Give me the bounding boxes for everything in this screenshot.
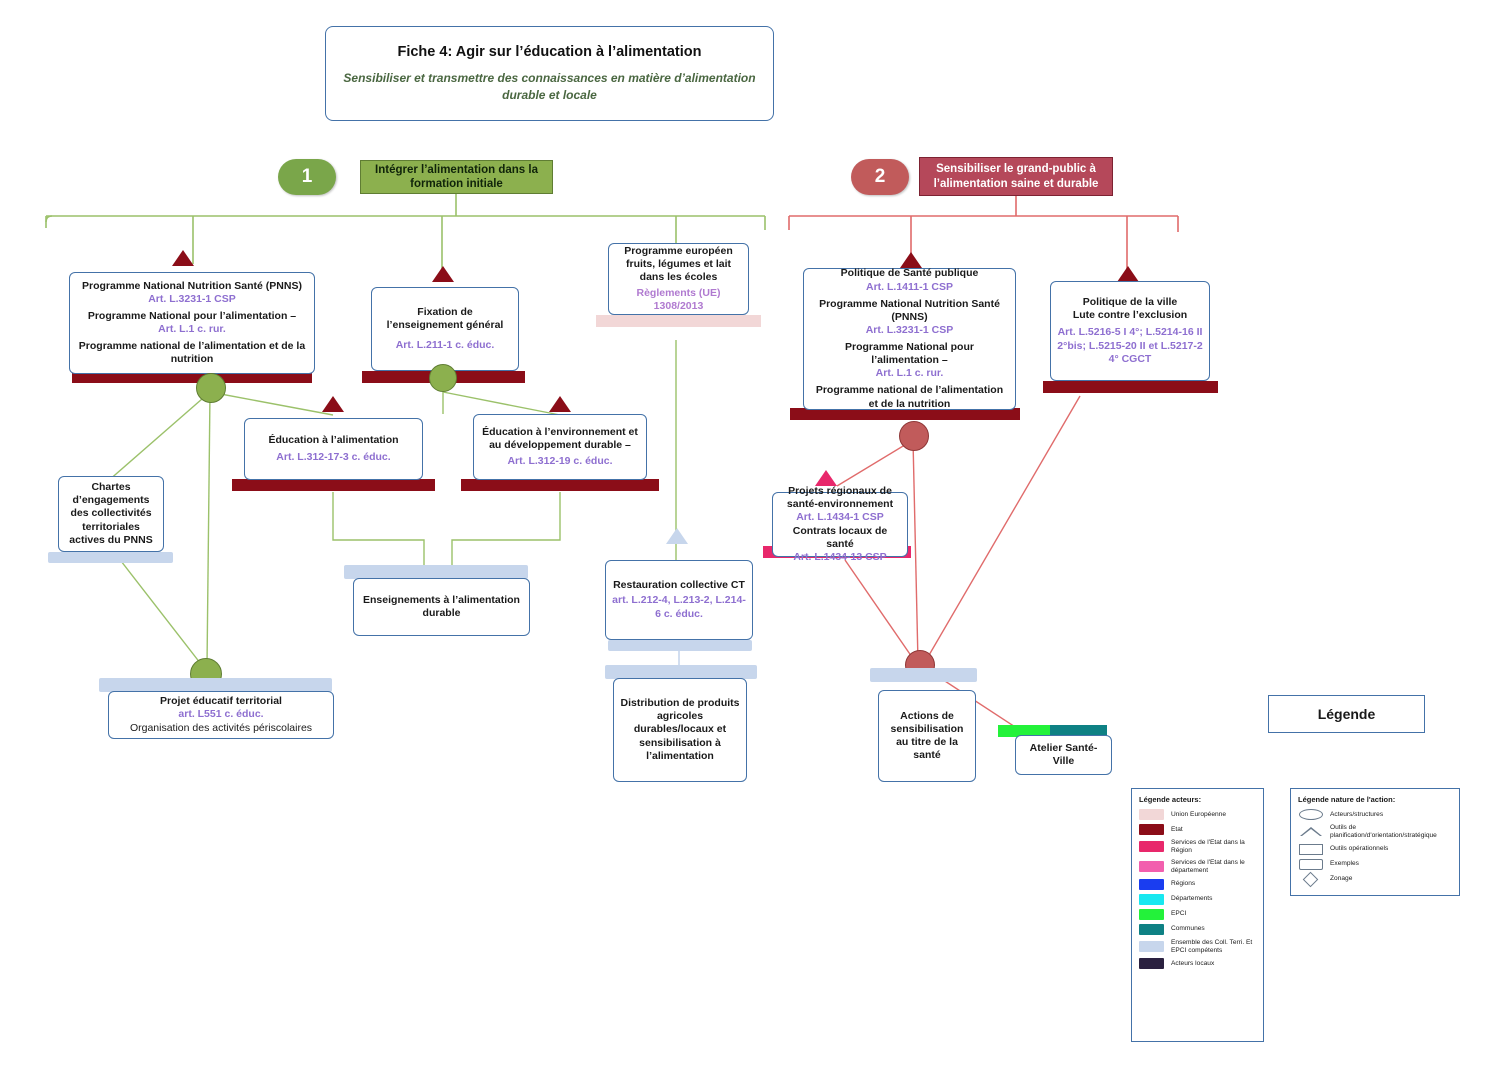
legend-actors-panel — [1131, 788, 1264, 1042]
swatch-union-europeenne — [1139, 809, 1164, 820]
legend-actor-item: Communes — [1139, 924, 1256, 935]
title-card — [325, 26, 774, 121]
legend-nature-item: Outils de planification/d'orientation/stratégique — [1298, 824, 1452, 840]
swatch-acteurs-locaux — [1139, 958, 1164, 969]
legend-nature-item: Acteurs/structures — [1298, 809, 1452, 820]
services-etat-region-triangle-icon — [815, 470, 837, 486]
legend-nature-item: Outils opérationnels — [1298, 844, 1452, 855]
etat-triangle-icon — [322, 396, 344, 412]
legend-nature-item: Exemples — [1298, 859, 1452, 870]
legend-nature-heading: Légende nature de l'action: — [1298, 795, 1396, 804]
node-chartes-engagements[interactable]: Chartes d’engagements des collectivités territoriales actives du PNNS — [58, 476, 164, 552]
etat-triangle-icon — [432, 266, 454, 282]
branch-label-1: Intégrer l’alimentation dans la formation initiale — [360, 160, 553, 194]
ue-bar-icon — [596, 315, 761, 327]
legend-title — [1268, 695, 1425, 733]
coll-terr-triangle-icon — [666, 528, 688, 544]
etat-triangle-icon — [172, 250, 194, 266]
swatch-services-etat-departement — [1139, 861, 1164, 872]
coll-terr-bar-icon — [99, 678, 332, 692]
legend-actor-item: Acteurs locaux — [1139, 958, 1256, 969]
rectangle-icon — [1298, 844, 1323, 855]
ellipse-icon — [1298, 809, 1323, 820]
legend-actor-item: Services de l'Etat dans la Région — [1139, 839, 1256, 855]
node-restauration-collective[interactable]: Restauration collective CT art. L.212-4, L.213-2, L.214-6 c. éduc. — [605, 560, 753, 640]
swatch-communes — [1139, 924, 1164, 935]
coll-terr-bar-icon — [605, 665, 757, 679]
ct-circle-icon — [429, 364, 457, 392]
swatch-etat — [1139, 824, 1164, 835]
node-politique-sante-publique[interactable]: Politique de Santé publique Art. L.1411-1 CSP Programme National Nutrition Santé (PNNS) Art. L.3231-1 CSP Programme National pour l’alimentation – Art. L.1 c. rur. Programme national de l’alimentation et de la nutrition — [803, 268, 1016, 410]
legend-actor-item: EPCI — [1139, 909, 1256, 920]
legend-nature-item: Zonage — [1298, 874, 1452, 885]
node-pnns[interactable]: Programme National Nutrition Santé (PNNS) Art. L.3231-1 CSP Programme National pour l’alimentation – Art. L.1 c. rur. Programme national de l’alimentation et de la nutrition — [69, 272, 315, 374]
etat-triangle-icon — [900, 252, 922, 268]
swatch-services-etat-region — [1139, 841, 1164, 852]
node-atelier-sante-ville[interactable]: Atelier Santé-Ville — [1015, 735, 1112, 775]
etat-bar-icon — [461, 479, 659, 491]
coll-terr-bar-icon — [48, 552, 173, 563]
node-programme-europeen[interactable]: Programme européen fruits, légumes et lait dans les écoles Règlements (UE) 1308/2013 — [608, 243, 749, 315]
legend-actor-item: Régions — [1139, 879, 1256, 890]
node-enseignements-durable[interactable]: Enseignements à l’alimentation durable — [353, 578, 530, 636]
etat-bar-icon — [232, 479, 435, 491]
legend-nature-panel — [1290, 788, 1460, 896]
swatch-regions — [1139, 879, 1164, 890]
branch-number-2: 2 — [851, 159, 909, 195]
node-projets-regionaux[interactable]: Projets régionaux de santé-environnement Art. L.1434-1 CSP Contrats locaux de santé Art. L.1434-13 CSP — [772, 492, 908, 557]
page-subtitle: Sensibiliser et transmettre des connaissances en matière d’alimentation durable et locale — [343, 71, 756, 102]
etat-triangle-icon — [549, 396, 571, 412]
diamond-icon — [1298, 874, 1323, 885]
legend-actor-item: Départements — [1139, 894, 1256, 905]
coll-terr-bar-icon — [870, 668, 977, 682]
node-education-alimentation[interactable]: Éducation à l’alimentation Art. L.312-17-3 c. éduc. — [244, 418, 423, 480]
page-title: Fiche 4: Agir sur l’éducation à l’alimentation — [397, 44, 702, 61]
node-fixation-enseignement[interactable]: Fixation de l’enseignement général Art. L.211-1 c. éduc. — [371, 287, 519, 371]
node-actions-sensibilisation[interactable]: Actions de sensibilisation au titre de la santé — [878, 690, 976, 782]
branch-number-1: 1 — [278, 159, 336, 195]
etat-triangle-icon — [1117, 266, 1139, 282]
swatch-departements — [1139, 894, 1164, 905]
actor-circle-icon — [899, 421, 929, 451]
swatch-epci — [1139, 909, 1164, 920]
etat-bar-icon — [1043, 381, 1218, 393]
legend-actor-item: Ensemble des Coll. Terri. Et EPCI compétents — [1139, 939, 1256, 955]
node-education-environnement[interactable]: Éducation à l’environnement et au développement durable – Art. L.312-19 c. éduc. — [473, 414, 647, 480]
legend-actors-heading: Légende acteurs: — [1139, 795, 1202, 804]
legend-actor-item: Services de l'Etat dans le département — [1139, 859, 1256, 875]
triangle-icon — [1298, 826, 1323, 837]
legend-actor-item: Union Européenne — [1139, 809, 1256, 820]
swatch-coll-terr — [1139, 941, 1164, 952]
legend-title-label: Légende — [1317, 706, 1376, 722]
node-distribution-produits[interactable]: Distribution de produits agricoles durables/locaux et sensibilisation à l’alimentation — [613, 678, 747, 782]
node-politique-ville[interactable]: Politique de la ville Lute contre l’exclusion Art. L.5216-5 I 4°; L.5214-16 II 2°bis; L.5215-20 II et L.5217-2 4° CGCT — [1050, 281, 1210, 381]
rounded-rectangle-icon — [1298, 859, 1323, 870]
ct-circle-icon — [196, 373, 226, 403]
coll-terr-bar-icon — [608, 640, 752, 651]
node-projet-educatif-territorial[interactable]: Projet éducatif territorial art. L551 c. éduc. Organisation des activités périscolaires — [108, 691, 334, 739]
coll-terr-bar-icon — [344, 565, 528, 579]
legend-actor-item: Etat — [1139, 824, 1256, 835]
branch-label-2: Sensibiliser le grand-public à l’alimentation saine et durable — [919, 157, 1113, 196]
